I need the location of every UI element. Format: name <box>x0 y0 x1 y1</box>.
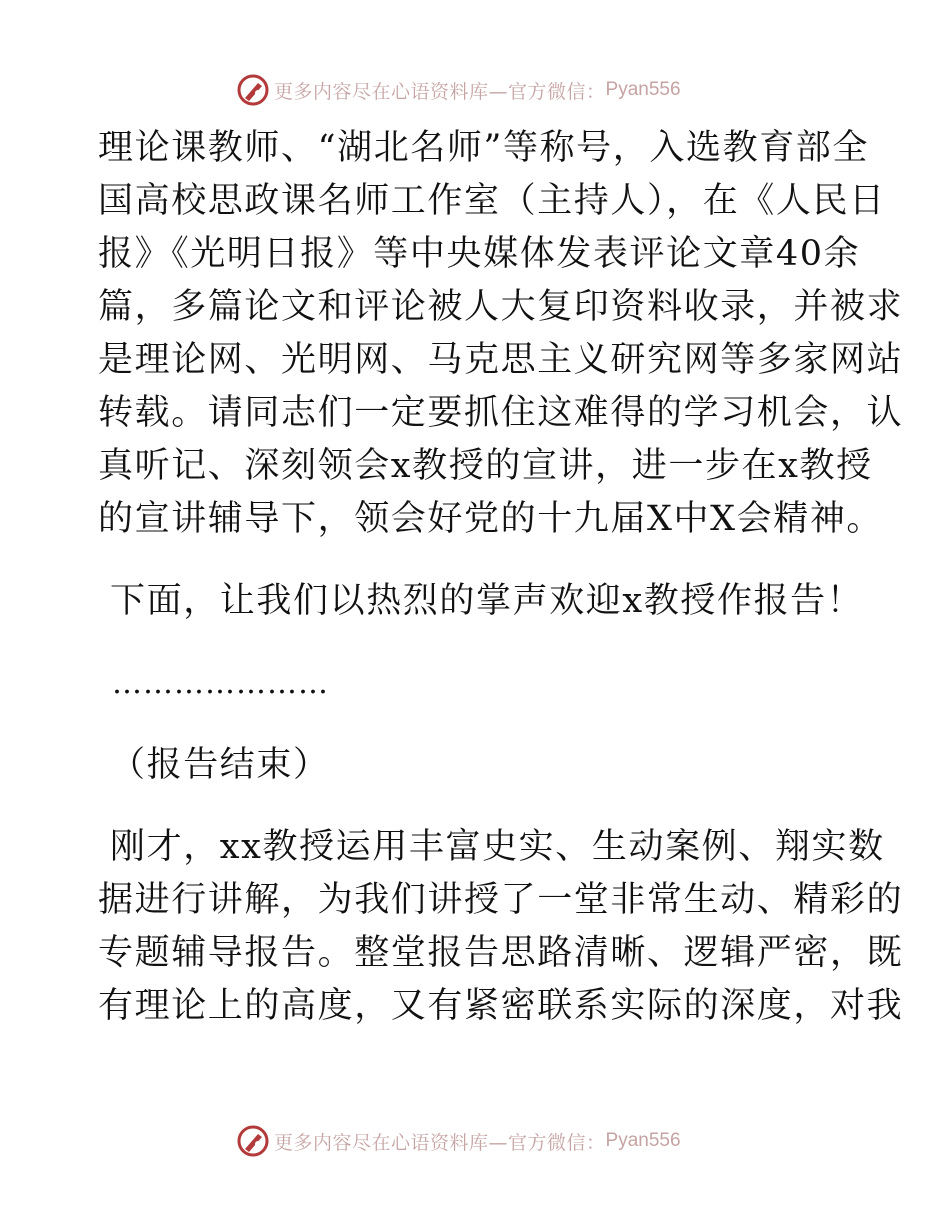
watermark-text: 更多内容尽在心语资料库—官方微信： <box>274 80 606 103</box>
paragraph-4 <box>98 821 904 1033</box>
text-line: 理论课教师、“湖北名师”等称号，入选教育部全 <box>98 128 869 168</box>
watermark-handle: Pyan556 <box>605 79 681 100</box>
paragraph-1 <box>98 122 904 546</box>
pen-logo-icon <box>236 1124 270 1158</box>
ellipsis-line: ………………… <box>112 666 329 701</box>
watermark-handle: Pyan556 <box>605 1130 681 1151</box>
paragraph-2: 下面，让我们以热烈的掌声欢迎x教授作报告！ <box>110 581 864 621</box>
text-line: 的宣讲辅导下，领会好党的十九届X中X会精神。 <box>98 499 884 539</box>
watermark-text: 更多内容尽在心语资料库—官方微信： <box>274 1131 606 1154</box>
text-line: 真听记、深刻领会x教授的宣讲，进一步在x教授 <box>98 446 873 486</box>
text-line: 据进行讲解，为我们讲授了一堂非常生动、精彩的 <box>98 880 904 920</box>
header-watermark <box>0 70 950 110</box>
text-line: 篇，多篇论文和评论被人大复印资料收录，并被求 <box>98 287 904 327</box>
document-body <box>98 122 904 1033</box>
text-line: 刚才，xx教授运用丰富史实、生动案例、翔实数 <box>110 827 885 867</box>
footer-watermark <box>0 1121 950 1161</box>
text-line: 是理论网、光明网、马克思主义研究网等多家网站 <box>98 340 904 380</box>
text-line: 有理论上的高度，又有紧密联系实际的深度，对我 <box>98 986 904 1026</box>
text-line: 专题辅导报告。整堂报告思路清晰、逻辑严密，既 <box>98 933 904 973</box>
text-line: 国高校思政课名师工作室（主持人），在《人民日 <box>98 181 886 221</box>
pen-logo-icon <box>236 73 270 107</box>
text-line: 转载。请同志们一定要抓住这难得的学习机会，认 <box>98 393 904 433</box>
paragraph-3: （报告结束） <box>110 745 330 785</box>
text-line: 报》《光明日报》等中央媒体发表评论文章40余 <box>98 234 861 274</box>
